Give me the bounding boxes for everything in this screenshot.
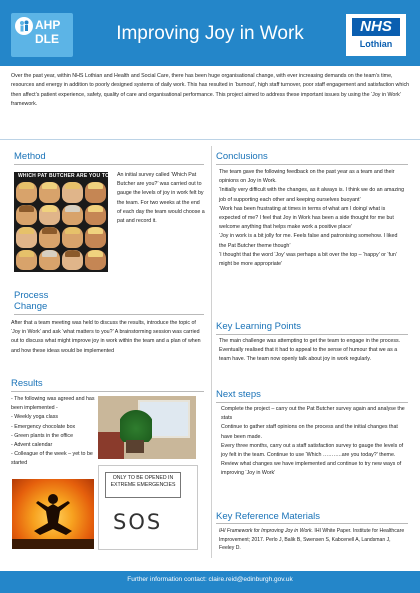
face-image — [16, 250, 37, 271]
nhs-mark: NHS — [352, 18, 400, 36]
next-steps-item: Continue to gather staff opinions on the process and the initial changes that have been made. — [221, 424, 398, 440]
meditation-silhouette-icon — [12, 479, 94, 549]
key-learning-underline — [216, 334, 408, 335]
face-image — [85, 250, 106, 271]
pat-butcher-image-caption: WHICH PAT BUTCHER ARE YOU TODAY? — [18, 173, 124, 179]
results-heading: Results — [11, 378, 43, 389]
references-underline — [216, 523, 408, 524]
face-image — [85, 182, 106, 203]
next-steps-underline — [216, 402, 408, 403]
method-text: An initial survey called ‘Which Pat Butcher are you?’ was carried out to gauge the levels of joy in work felt by the team. For two weeks at the end of each day the team would choose a pat and record it. — [117, 172, 205, 225]
next-steps-item: Review what changes we have implemented and continue to try new ways of improving ‘Joy in Work’ — [221, 461, 402, 477]
results-item: - Weekly yoga class — [11, 414, 59, 421]
people-icon — [15, 17, 33, 35]
face-image — [62, 205, 83, 226]
plant-icon — [120, 408, 152, 442]
key-learning-heading: Key Learning Points — [216, 321, 302, 332]
results-item: - Emergency chocolate box — [11, 423, 76, 430]
pat-butcher-image — [14, 172, 108, 272]
sos-chocolate-box-photo — [98, 465, 198, 550]
results-list — [11, 395, 95, 469]
results-underline — [11, 391, 204, 392]
logo-text-ahp: AHP — [35, 18, 61, 32]
key-learning-text: The main challenge was attempting to get the team to engage in the process. Eventually realised that it had to appeal to the sense of humour that we as a team have. The team now openly talk about joy in work regularly. — [219, 338, 401, 363]
conclusions-paragraph: ‘Work has been frustrating at times in terms of what am I doing/ what is expected of me? I feel that Joy in Work has been a side thought for me but welcome anything that helps make work a positive place’ — [219, 205, 394, 231]
face-image — [16, 227, 37, 248]
yoga-photo — [12, 479, 94, 549]
divider-line — [0, 139, 420, 140]
face-image — [62, 227, 83, 248]
conclusions-text — [219, 168, 405, 269]
nhs-lothian-logo — [346, 14, 406, 56]
next-steps-heading: Next steps — [216, 389, 261, 400]
face-image — [85, 227, 106, 248]
results-item: - Green plants in the office — [11, 432, 74, 439]
footer-bar — [0, 571, 420, 593]
office-plant-photo — [98, 396, 196, 459]
face-image — [62, 182, 83, 203]
references-heading: Key Reference Materials — [216, 511, 321, 522]
reference-title: IHI Framework for Improving Joy in Work. — [219, 528, 313, 534]
method-heading: Method — [14, 151, 46, 162]
process-heading-line1: Process — [14, 290, 49, 301]
face-image — [39, 227, 60, 248]
face-image — [16, 182, 37, 203]
results-item: - Colleague of the week – yet to be started — [11, 451, 93, 467]
poster-title: Improving Joy in Work — [116, 23, 304, 44]
process-text: After that a team meeting was held to discuss the results, introduce the topic of ‘Joy in Work’ and ask ‘what matters to you?’ A brainstorming session was carried out to discuss what might improve joy in work within the team and a plan of when and how these ideas would be implemented — [11, 320, 201, 354]
conclusions-heading: Conclusions — [216, 151, 268, 162]
reference-citation — [219, 527, 407, 553]
method-underline — [14, 164, 204, 165]
face-image — [62, 250, 83, 271]
face-image — [16, 205, 37, 226]
ahp-dle-logo — [11, 13, 73, 57]
sos-letters: SOS — [113, 510, 163, 534]
face-image — [39, 182, 60, 203]
conclusions-paragraph: ‘Joy in work is a bit jolly for me. Feels false and patronising somehow. I liked the Pat Butcher theme though’ — [219, 233, 398, 249]
conclusions-underline — [216, 164, 408, 165]
header-bar — [0, 0, 420, 66]
reference-details: IHI White Paper. Institute for Healthcare Improvement; 2017. Perlo J, Balik B, Swensen S, Kabcenell A, Landsman J, Feeley D. — [219, 528, 405, 552]
plant-pot — [126, 440, 144, 453]
emergency-card: ONLY TO BE OPENED IN EXTREME EMERGENCIES — [105, 472, 181, 498]
process-heading-line2: Change — [14, 301, 48, 312]
logo-text-dle: DLE — [35, 32, 59, 46]
process-underline — [14, 314, 204, 315]
footer-contact: Further information contact: claire.reid@edinburgh.gov.uk — [127, 576, 293, 583]
face-image — [39, 250, 60, 271]
conclusions-paragraph: The team gave the following feedback on the past year as a team and their opinions on Joy in Work. — [219, 169, 395, 185]
results-item: - The following was agreed and has been implemented - — [11, 396, 95, 412]
conclusions-paragraph: ‘I thought that the word ‘Joy’ was perhaps a bit over the top – ‘happy’ or ‘fun’ might be more appropriate’ — [219, 251, 397, 268]
next-steps-item: Every three months, carry out a staff satisfaction survey to gauge the levels of joy felt in the team. Continue to use ‘Which ………..are you today?’ theme. — [221, 442, 404, 459]
nhs-region: Lothian — [359, 39, 393, 49]
next-steps-list — [221, 405, 407, 479]
process-heading — [14, 290, 48, 312]
face-image — [39, 205, 60, 226]
conclusions-paragraph: ‘Initially very difficult with the changes, as it always is. I think we do an amazing job of supporting each other and keeping ourselves buoyant’ — [219, 187, 405, 203]
face-image — [85, 205, 106, 226]
column-separator — [211, 146, 212, 558]
results-item: - Advent calendar — [11, 442, 53, 449]
intro-paragraph: Over the past year, within NHS Lothian and Health and Social Care, there has been huge organisational change, with ever increasing demands on the team’s time, resources and energy in addition to poorly designed systems of daily work. This has resulted in ‘burnout’, high staff turnover, poor staff engagement and satisfaction which then affect’s patient experience, safety, quality of care and organisational performance. This project aimed to address these important issues by using the ‘Joy in Work’ framework. — [11, 73, 410, 107]
next-steps-item: Complete the project – carry out the Pat Butcher survey again and analyse the stats — [221, 406, 405, 422]
